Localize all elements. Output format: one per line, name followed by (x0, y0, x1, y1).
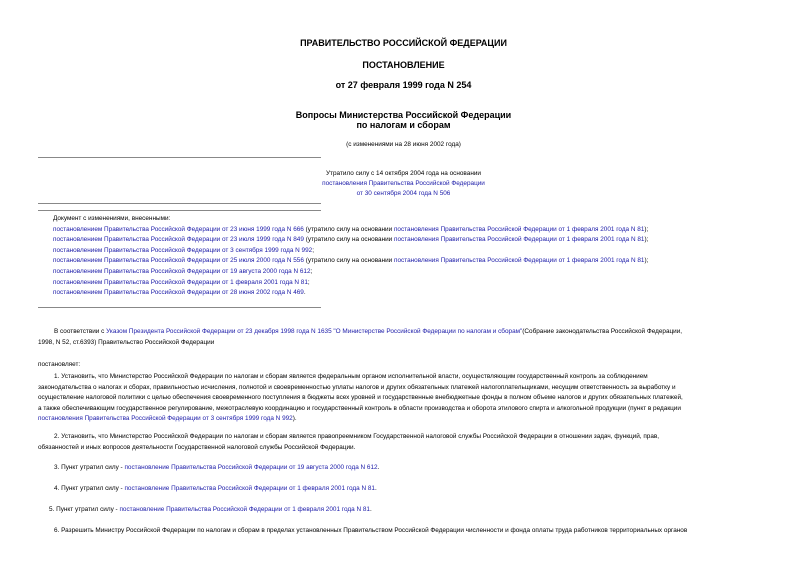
repeal-link[interactable]: постановление Правительства Российской Федерации от 1 февраля 2001 года N 81 (124, 485, 375, 492)
amendment-item: постановлением Правительства Российской Федерации от 28 июня 2002 года N 469. (53, 289, 306, 297)
document-type: ПОСТАНОВЛЕНИЕ (362, 60, 445, 70)
repeal-link[interactable]: постановление Правительства Российской Федерации от 19 августа 2000 года N 612 (124, 464, 378, 471)
amendment-link[interactable]: постановлением Правительства Российской Федерации от 1 февраля 2001 года N 81 (53, 278, 308, 286)
amendment-item: постановлением Правительства Российской Федерации от 25 июля 2000 года N 556 (утратило силу на основании постановления Правительства Российской Федерации от 1 февраля 2001 года N 81); (53, 257, 649, 265)
divider (38, 210, 321, 211)
expired-notice: Утратило силу с 14 октября 2004 года на основании (326, 170, 481, 177)
expired-link-line2[interactable]: от 30 сентября 2004 года N 506 (356, 190, 451, 197)
expired-link-line1[interactable]: постановления Правительства Российской Федерации (322, 180, 485, 187)
paragraph-4: 4. Пункт утратил силу - постановление Правительства Российской Федерации от 1 февраля 2001 года N 81. (54, 485, 377, 492)
paragraph-5: 5. Пункт утратил силу - постановление Правительства Российской Федерации от 1 февраля 2001 года N 81. (49, 506, 372, 513)
presidential-decree-link[interactable]: Указом Президента Российской Федерации от 23 декабря 1998 года N 1635 "О Министерстве Российской Федерации по налогам и сборам" (106, 328, 523, 335)
amendment-link[interactable]: постановлением Правительства Российской Федерации от 25 июля 2000 года N 556 (53, 257, 304, 265)
amendment-link[interactable]: постановлением Правительства Российской Федерации от 19 августа 2000 года N 612 (53, 267, 311, 275)
repeal-link[interactable]: постановление Правительства Российской Федерации от 1 февраля 2001 года N 81 (119, 506, 370, 513)
paragraph-1: 1. Установить, что Министерство Российской Федерации по налогам и сборам является федеральным органом исполнительной власти, осуществляющим государственный контроль за соблюдением законодательства о налогах и сборах, правильностью исчисления, полнотой и своевременностью уплаты налогов и других обязательных платежей налогоплательщиками, несущим ответственность за выработку и осуществление налоговой политики с целью обеспечения своевременного поступления в бюджеты всех уровней и государственные внебюджетные фонды в полном объеме налогов и других обязательных платежей, а также обеспечивающим государственное регулирование, межотраслевую координацию и государственный контроль в области производства и оборота этилового спирта и алкогольной продукции (пункт в редакции постановления Правительства Российской Федерации от 3 сентября 1999 года N 992). (38, 373, 683, 423)
document-title-line1: Вопросы Министерства Российской Федерации (295, 110, 512, 120)
amendment-ref-link[interactable]: постановления Правительства Российской Федерации от 3 сентября 1999 года N 992 (38, 415, 293, 423)
government-name: ПРАВИТЕЛЬСТВО РОССИЙСКОЙ ФЕДЕРАЦИИ (300, 38, 507, 48)
paragraph-2: 2. Установить, что Министерство Российской Федерации по налогам и сборам является правопреемником Государственной налоговой службы Российской Федерации в отношении задач, функций, прав, обязанностей и иных вопросов деятельности Государственной налоговой службы Российской Федерации. (38, 433, 660, 451)
amendment-repeal-link[interactable]: постановления Правительства Российской Федерации от 1 февраля 2001 года N 81 (394, 236, 645, 244)
document-title-line2: по налогам и сборам (356, 120, 451, 130)
amendment-link[interactable]: постановлением Правительства Российской Федерации от 23 июля 1999 года N 849 (53, 236, 304, 244)
divider (38, 307, 321, 308)
amendment-link[interactable]: постановлением Правительства Российской Федерации от 3 сентября 1999 года N 992 (53, 246, 313, 254)
divider (38, 203, 321, 204)
amendment-item: постановлением Правительства Российской Федерации от 1 февраля 2001 года N 81; (53, 278, 310, 286)
amendment-item: постановлением Правительства Российской Федерации от 23 июля 1999 года N 849 (утратило силу на основании постановления Правительства Российской Федерации от 1 февраля 2001 года N 81); (53, 236, 649, 244)
document-date-number: от 27 февраля 1999 года N 254 (335, 80, 472, 90)
amendment-item: постановлением Правительства Российской Федерации от 23 июня 1999 года N 666 (утратило силу на основании постановления Правительства Российской Федерации от 1 февраля 2001 года N 81); (53, 225, 649, 233)
paragraph-3: 3. Пункт утратил силу - постановление Правительства Российской Федерации от 19 августа 2000 года N 612. (54, 464, 380, 471)
amendment-item: постановлением Правительства Российской Федерации от 3 сентября 1999 года N 992; (53, 246, 314, 254)
preamble: В соответствии с Указом Президента Российской Федерации от 23 декабря 1998 года N 1635 "О Министерстве Российской Федерации по налогам и сборам"(Собрание законодательства Российской Федерации, 1998, N 52, ст.6393) Правительство Российской Федерации (38, 328, 683, 346)
amendment-link[interactable]: постановлением Правительства Российской Федерации от 28 июня 2002 года N 469 (53, 289, 304, 297)
amendment-repeal-link[interactable]: постановления Правительства Российской Федерации от 1 февраля 2001 года N 81 (394, 257, 645, 265)
divider (38, 157, 321, 158)
amendment-link[interactable]: постановлением Правительства Российской Федерации от 23 июня 1999 года N 666 (53, 225, 304, 233)
paragraph-6: 6. Разрешить Министру Российской Федерации по налогам и сборам в пределах установленных Правительством Российской Федерации численности и фонда оплаты труда работников территориальных органов (54, 527, 688, 534)
changes-note: (с изменениями на 28 июня 2002 года) (346, 141, 461, 148)
amendments-block (53, 214, 648, 299)
decree-word: постановляет: (38, 361, 81, 368)
amendments-intro: Документ с изменениями, внесенными: (53, 215, 171, 222)
amendment-item: постановлением Правительства Российской Федерации от 19 августа 2000 года N 612; (53, 267, 313, 275)
amendment-repeal-link[interactable]: постановления Правительства Российской Федерации от 1 февраля 2001 года N 81 (393, 225, 645, 233)
